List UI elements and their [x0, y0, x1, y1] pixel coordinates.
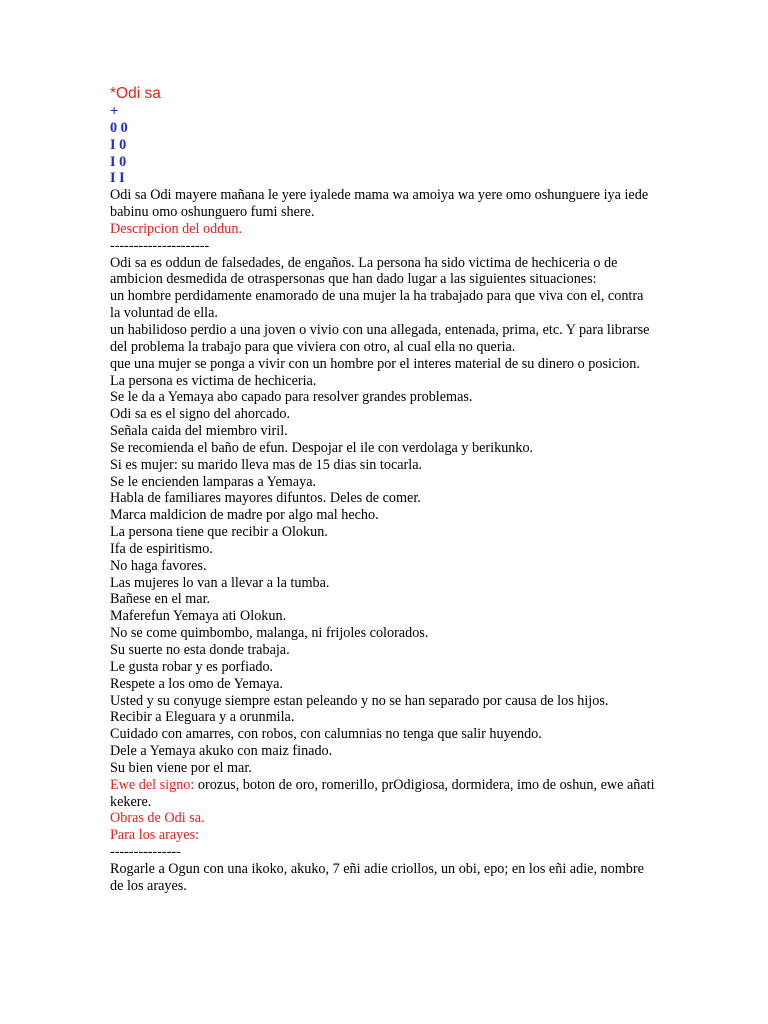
descripcion-line: Cuidado con amarres, con robos, con calumnias no tenga que salir huyendo. [110, 726, 542, 743]
descripcion-line: Maferefun Yemaya ati Olokun. [110, 608, 287, 625]
descripcion-separator: --------------------- [110, 237, 210, 254]
descripcion-line: No se come quimbombo, malanga, ni frijoles colorados. [110, 625, 429, 642]
sign-plus: + [110, 103, 119, 119]
ewe-text: orozus, boton de oro, romerillo, prOdigiosa, dormidera, imo de oshun, ewe añati kekere. [110, 776, 659, 810]
obras-text: Rogarle a Ogun con una ikoko, akuko, 7 eñi adie criollos, un obi, epo; en los eñi adie, nombre de los arayes. [110, 860, 648, 894]
descripcion-line: Habla de familiares mayores difuntos. Deles de comer. [110, 490, 421, 507]
descripcion-line: La persona tiene que recibir a Olokun. [110, 524, 328, 541]
descripcion-line: Usted y su conyuge siempre estan peleando y no se han separado por causa de los hijos. [110, 692, 609, 709]
intro-text: Odi sa Odi mayere mañana le yere iyalede mama wa amoiya wa yere omo oshunguere iya iede babinu omo oshunguero fumi shere. [110, 187, 652, 221]
sign-row-2: I 0 [110, 136, 127, 153]
descripcion-line: que una mujer se ponga a vivir con un hombre por el interes material de su dinero o posicion. [110, 355, 640, 372]
descripcion-line: Marca maldicion de madre por algo mal hecho. [110, 507, 379, 524]
descripcion-line: Recibir a Eleguara y a orunmila. [110, 709, 295, 726]
descripcion-heading: Descripcion del oddun. [110, 220, 242, 237]
descripcion-line: Se le encienden lamparas a Yemaya. [110, 473, 317, 490]
descripcion-line: Odi sa es oddun de falsedades, de engaños. La persona ha sido victima de hechiceria o de ambicion desmedida de otraspersonas que han dado lugar a las siguientes situaciones: [110, 254, 621, 288]
descripcion-line: Su suerte no esta donde trabaja. [110, 642, 290, 658]
descripcion-line: Dele a Yemaya akuko con maiz finado. [110, 743, 333, 760]
descripcion-line: Ifa de espiritismo. [110, 540, 213, 557]
document-title: *Odi sa [110, 85, 161, 102]
odu-sign [110, 103, 655, 187]
document-page [110, 84, 659, 895]
descripcion-line: un hombre perdidamente enamorado de una mujer la ha trabajado para que viva con el, contra la voluntad de ella. [110, 288, 647, 322]
descripcion-line: No haga favores. [110, 557, 207, 574]
descripcion-line: Su bien viene por el mar. [110, 759, 252, 776]
descripcion-line: Se recomienda el baño de efun. Despojar el ile con verdolaga y berikunko. [110, 439, 534, 456]
descripcion-line: Le gusta robar y es porfiado. [110, 658, 274, 675]
obras-heading: Obras de Odi sa. [110, 810, 205, 827]
descripcion-line: Bañese en el mar. [110, 591, 211, 608]
descripcion-line: Señala caida del miembro viril. [110, 423, 288, 440]
obras-subheading: Para los arayes: [110, 827, 200, 844]
sign-row-1: 0 0 [110, 119, 128, 136]
sign-row-3: I 0 [110, 153, 127, 170]
descripcion-line: un habilidoso perdio a una joven o vivio con una allegada, entenada, prima, etc. Y para librarse del problema la trabajo para que viviera con otro, al cual ella no queria. [110, 321, 654, 355]
descripcion-line: Se le da a Yemaya abo capado para resolver grandes problemas. [110, 389, 473, 406]
descripcion-line: Las mujeres lo van a llevar a la tumba. [110, 574, 330, 591]
descripcion-line: Si es mujer: su marido lleva mas de 15 dias sin tocarla. [110, 456, 423, 473]
ewe-paragraph [110, 776, 659, 811]
descripcion-line: La persona es victima de hechiceria. [110, 372, 317, 389]
obras-separator: --------------- [110, 844, 181, 861]
descripcion-line: Odi sa es el signo del ahorcado. [110, 406, 291, 423]
descripcion-line: Respete a los omo de Yemaya. [110, 675, 283, 692]
descripcion-list [110, 255, 655, 777]
ewe-label: Ewe del signo: [110, 776, 195, 793]
sign-row-4: I I [110, 170, 125, 187]
